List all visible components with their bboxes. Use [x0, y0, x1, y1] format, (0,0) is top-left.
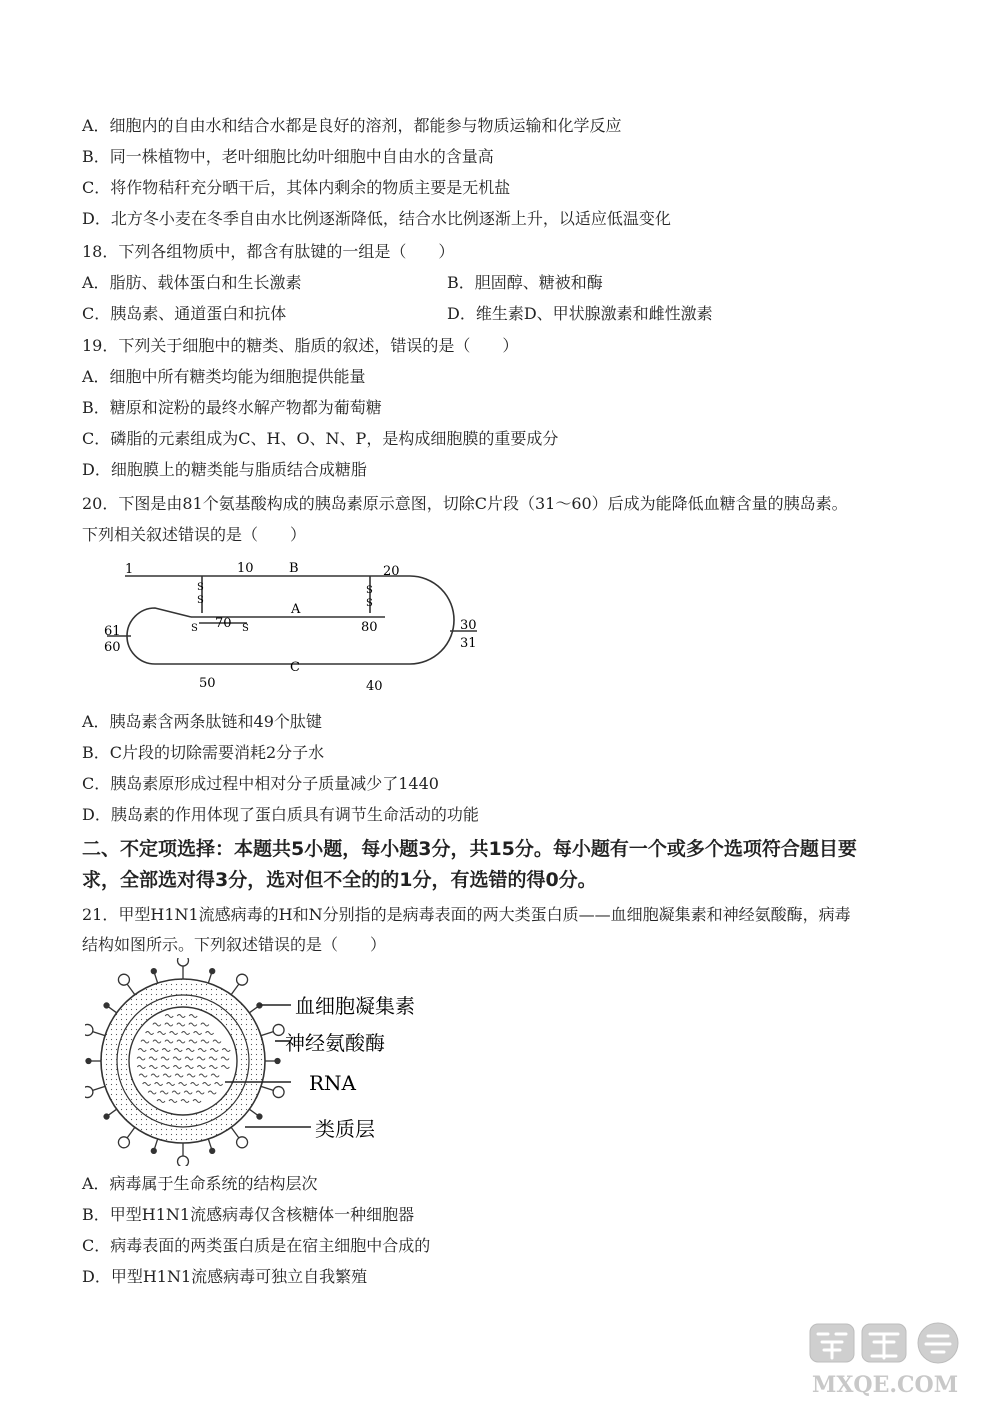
section2-heading-line2: 求，全部选对得3分，选对但不全的的1分，有选错的得0分。 [82, 869, 597, 891]
label-s1: S [197, 582, 204, 593]
q18-option-d: D．维生素D、甲状腺激素和雌性激素 [447, 304, 713, 323]
label-61: 61 [104, 624, 121, 639]
q17-option-b: B．同一株植物中，老叶细胞比幼叶细胞中自由水的含量高 [82, 147, 494, 166]
q17-option-a: A．细胞内的自由水和结合水都是良好的溶剂，都能参与物质运输和化学反应 [82, 116, 622, 135]
q21-option-a: A．病毒属于生命系统的结构层次 [82, 1174, 318, 1193]
label-30: 30 [460, 618, 477, 633]
label-s4: S [366, 598, 373, 609]
q19-stem: 19．下列关于细胞中的糖类、脂质的叙述，错误的是（ ） [82, 336, 519, 355]
label-40: 40 [366, 679, 383, 694]
watermark-logo [808, 1322, 978, 1406]
q20-option-a: A．胰岛素含两条肽链和49个肽键 [82, 712, 322, 731]
q21-option-c: C．病毒表面的两类蛋白质是在宿主细胞中合成的 [82, 1236, 431, 1255]
label-s2: S [197, 595, 204, 606]
q18-option-b: B．胆固醇、糖被和酶 [447, 273, 603, 292]
q20-option-d: D．胰岛素的作用体现了蛋白质具有调节生命活动的功能 [82, 805, 479, 824]
q21-option-d: D．甲型H1N1流感病毒可独立自我繁殖 [82, 1267, 368, 1286]
q18-option-a: A．脂肪、载体蛋白和生长激素 [82, 273, 302, 292]
q20-option-c: C．胰岛素原形成过程中相对分子质量减少了1440 [82, 774, 439, 793]
q18-options-row2 [82, 303, 922, 325]
q19-option-d: D．细胞膜上的糖类能与脂质结合成糖脂 [82, 460, 367, 479]
q19-option-b: B．糖原和淀粉的最终水解产物都为葡萄糖 [82, 398, 382, 417]
q18-option-c: C．胰岛素、通道蛋白和抗体 [82, 304, 287, 323]
label-70: 70 [215, 616, 232, 631]
label-31: 31 [460, 636, 477, 651]
label-s3: S [366, 585, 373, 596]
q17-option-d: D．北方冬小麦在冬季自由水比例逐渐降低，结合水比例逐渐上升，以适应低温变化 [82, 209, 671, 228]
label-matrix-layer: 类质层 [315, 1117, 375, 1141]
q18-options-row1 [82, 272, 922, 294]
section2-heading-line1: 二、不定项选择：本题共5小题，每小题3分，共15分。每小题有一个或多个选项符合题目要 [82, 838, 857, 860]
label-s6: S [242, 623, 249, 634]
q19-option-c: C．磷脂的元素组成为C、H、O、N、P，是构成细胞膜的重要成分 [82, 429, 559, 448]
q17-option-c: C．将作物秸秆充分晒干后，其体内剩余的物质主要是无机盐 [82, 178, 511, 197]
label-a: A [291, 602, 301, 617]
label-80: 80 [361, 620, 378, 635]
q20-stem-line2: 下列相关叙述错误的是（ ） [82, 525, 307, 544]
label-hemagglutinin: 血细胞凝集素 [295, 994, 415, 1018]
q18-stem: 18．下列各组物质中，都含有肽键的一组是（ ） [82, 242, 455, 261]
virus-diagram [85, 958, 415, 1166]
label-20: 20 [383, 564, 400, 579]
label-60: 60 [104, 640, 121, 655]
q20-stem-line1: 20．下图是由81个氨基酸构成的胰岛素原示意图，切除C片段（31～60）后成为能降低血糖含量的胰岛素。 [82, 494, 848, 513]
label-1: 1 [125, 562, 134, 577]
label-s5: S [191, 623, 198, 634]
q20-option-b: B．C片段的切除需要消耗2分子水 [82, 743, 325, 762]
q21-option-b: B．甲型H1N1流感病毒仅含核糖体一种细胞器 [82, 1205, 415, 1224]
label-b: B [289, 561, 299, 576]
proinsulin-diagram [95, 555, 495, 700]
label-neuraminidase: 神经氨酸酶 [285, 1031, 385, 1055]
q19-option-a: A．细胞中所有糖类均能为细胞提供能量 [82, 367, 366, 386]
q21-stem-line1: 21．甲型H1N1流感病毒的H和N分别指的是病毒表面的两大类蛋白质——血细胞凝集素和神经氨酸酶，病毒 [82, 905, 851, 924]
label-c: C [290, 660, 300, 675]
watermark-site: MXQE.COM [812, 1372, 959, 1398]
label-10: 10 [237, 561, 254, 576]
label-rna: RNA [309, 1071, 357, 1095]
rna-core [129, 1007, 237, 1115]
label-50: 50 [199, 676, 216, 691]
q21-stem-line2: 结构如图所示。下列叙述错误的是（ ） [82, 935, 387, 954]
